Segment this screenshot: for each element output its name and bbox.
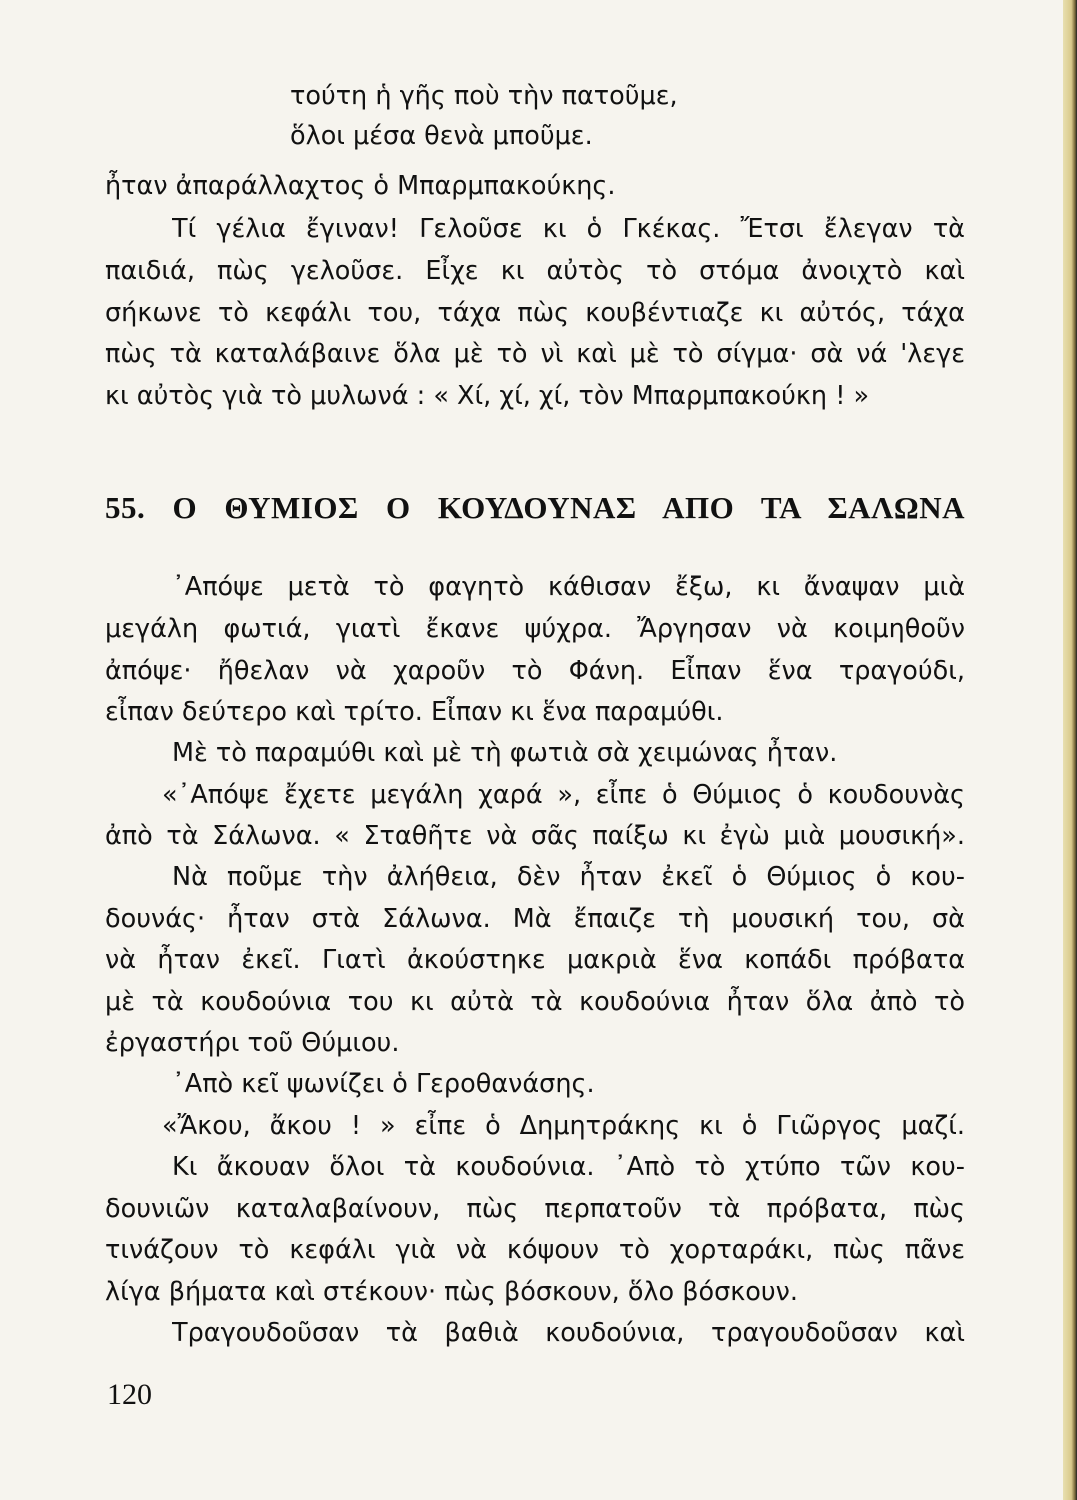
text-line: πὼς τὰ καταλάβαινε ὅλα μὲ τὸ νὶ καὶ μὲ τὸ σίγμα· σὰ νά 'λεγε — [105, 339, 965, 369]
text-line: μὲ τὰ κουδούνια του κι αὐτὰ τὰ κουδούνια ἦταν ὅλα ἀπὸ τὸ — [105, 987, 965, 1017]
text-line: μεγάλη φωτιά, γιατὶ ἔκανε ψύχρα. Ἄργησαν νὰ κοιμηθοῦν — [105, 614, 965, 644]
text-line: «Ἄκου, ἄκου ! » εἶπε ὁ Δημητράκης κι ὁ Γιῶργος μαζί. — [162, 1111, 965, 1141]
text-line: τινάζουν τὸ κεφάλι γιὰ νὰ κόψουν τὸ χορταράκι, πὼς πᾶνε — [105, 1235, 965, 1265]
text-line: σήκωνε τὸ κεφάλι του, τάχα πὼς κουβέντιαζε κι αὐτός, τάχα — [105, 298, 965, 328]
text-line: παιδιά, πὼς γελοῦσε. Εἶχε κι αὐτὸς τὸ στόμα ἀνοιχτὸ καὶ — [105, 256, 965, 286]
text-line: δουνιῶν καταλαβαίνουν, πὼς περπατοῦν τὰ πρόβατα, πὼς — [105, 1194, 965, 1224]
verse-line: ὅλοι μέσα θενὰ μποῦμε. — [290, 121, 593, 151]
text-line: κι αὐτὸς γιὰ τὸ μυλωνά : « Χί, χί, χί, τὸν Μπαρμπακούκη ! » — [105, 381, 870, 411]
text-line: δουνάς· ἦταν στὰ Σάλωνα. Μὰ ἔπαιζε τὴ μουσική του, σὰ — [105, 904, 965, 934]
text-line: Τραγουδοῦσαν τὰ βαθιὰ κουδούνια, τραγουδοῦσαν καὶ — [172, 1318, 965, 1348]
text-line: ἐργαστήρι τοῦ Θύμιου. — [105, 1028, 400, 1058]
text-line: ᾽Απὸ κεῖ ψωνίζει ὁ Γεροθανάσης. — [172, 1069, 595, 1099]
text-line: Μὲ τὸ παραμύθι καὶ μὲ τὴ φωτιὰ σὰ χειμώνας ἦταν. — [172, 738, 838, 768]
text-line: ἦταν ἀπαράλλαχτος ὁ Μπαρμπακούκης. — [105, 171, 616, 201]
text-line: λίγα βήματα καὶ στέκουν· πὼς βόσκουν, ὅλο βόσκουν. — [105, 1277, 798, 1307]
text-line: Τί γέλια ἔγιναν! Γελοῦσε κι ὁ Γκέκας. Ἔτσι ἔλεγαν τὰ — [172, 214, 965, 244]
text-line: ἀπὸ τὰ Σάλωνα. « Σταθῆτε νὰ σᾶς παίξω κι ἐγὼ μιὰ μουσική». — [105, 821, 965, 851]
text-line: νὰ ἦταν ἐκεῖ. Γιατὶ ἀκούστηκε μακριὰ ἕνα κοπάδι πρόβατα — [105, 945, 965, 975]
text-line: Κι ἄκουαν ὅλοι τὰ κουδούνια. ᾽Απὸ τὸ χτύπο τῶν κου- — [172, 1152, 965, 1182]
verse-line: τούτη ἡ γῆς ποὺ τὴν πατοῦμε, — [290, 81, 678, 111]
text-line: ἀπόψε· ἤθελαν νὰ χαροῦν τὸ Φάνη. Εἶπαν ἕνα τραγούδι, — [105, 656, 965, 686]
chapter-heading: 55. Ο ΘΥΜΙΟΣ Ο ΚΟΥΔΟΥΝΑΣ ΑΠΟ ΤΑ ΣΑΛΩΝΑ — [105, 490, 965, 525]
text-line: «᾽Απόψε ἔχετε μεγάλη χαρά », εἶπε ὁ Θύμιος ὁ κουδουνὰς — [162, 780, 965, 810]
text-line: Νὰ ποῦμε τὴν ἀλήθεια, δὲν ἦταν ἐκεῖ ὁ Θύμιος ὁ κου- — [172, 862, 965, 892]
text-line: ᾽Απόψε μετὰ τὸ φαγητὸ κάθισαν ἔξω, κι ἄναψαν μιὰ — [172, 572, 965, 602]
page-edge — [1063, 0, 1077, 1500]
text-line: εἶπαν δεύτερο καὶ τρίτο. Εἶπαν κι ἕνα παραμύθι. — [105, 697, 724, 727]
page-number: 120 — [107, 1378, 152, 1411]
